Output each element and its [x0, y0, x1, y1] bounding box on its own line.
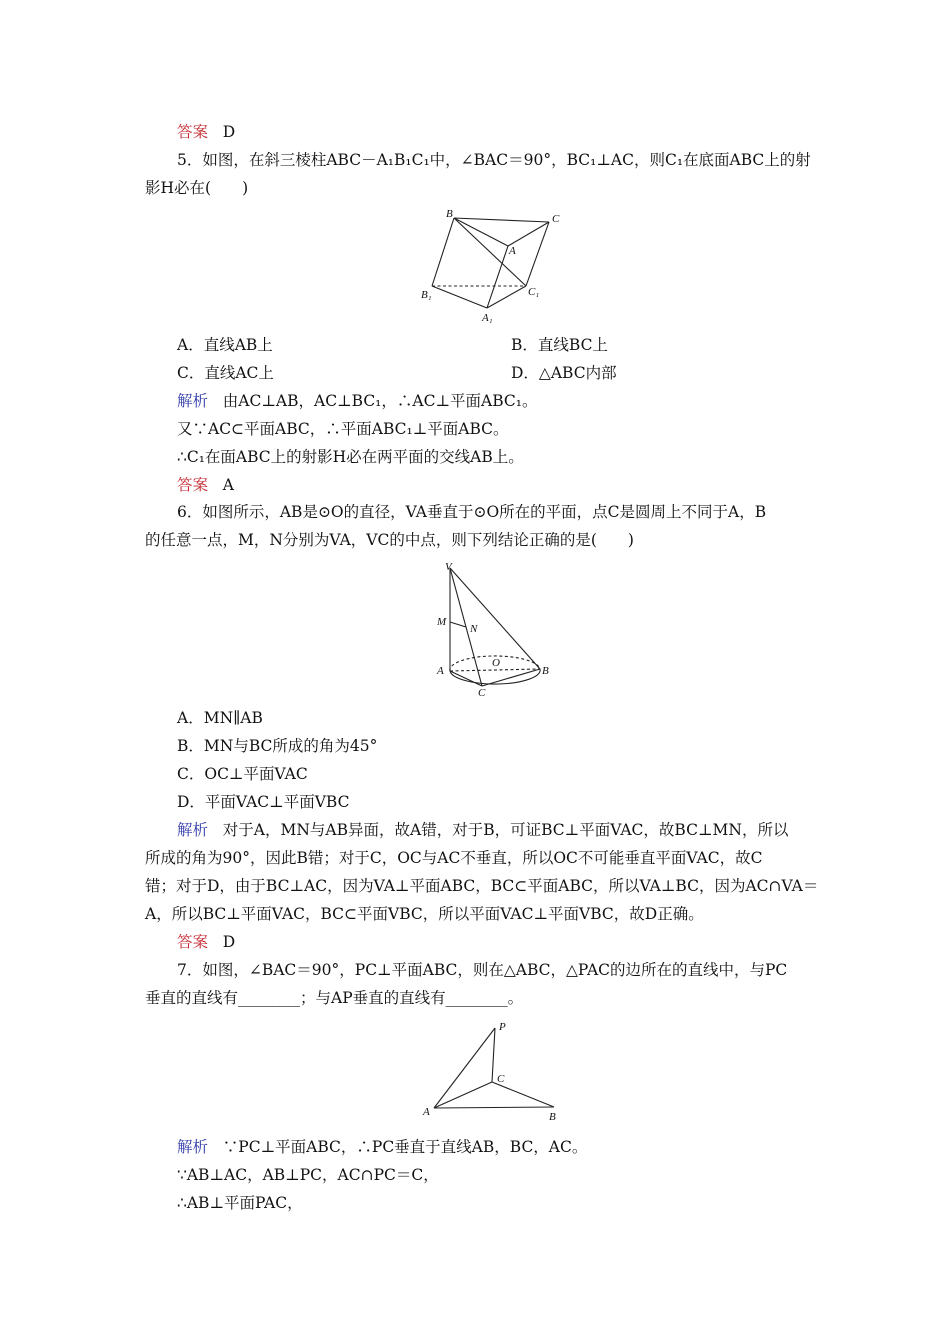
q6-option-d: D．平面VAC⊥平面VBC	[177, 793, 350, 811]
q4-answer-label: 答案	[177, 123, 209, 141]
q6-analysis-line1	[177, 820, 788, 840]
q5-label-A: A	[509, 245, 516, 257]
q5-analysis-label: 解析	[177, 392, 209, 410]
q6-analysis-label: 解析	[177, 821, 209, 839]
q5-option-c: C．直线AC上	[177, 364, 274, 382]
q7-stem-line1: 7．如图，∠BAC＝90°，PC⊥平面ABC，则在△ABC，△PAC的边所在的直线中，与PC	[177, 961, 788, 979]
q7-stem-line2: 垂直的直线有________；与AP垂直的直线有________。	[145, 989, 524, 1007]
q5-label-A1: A₁	[482, 312, 493, 324]
q7-analysis-line2: ∵AB⊥AC，AB⊥PC，AC∩PC＝C，	[177, 1166, 439, 1184]
q7-label-P: P	[499, 1021, 506, 1033]
q7-label-A: A	[423, 1106, 430, 1118]
q5-option-d: D．△ABC内部	[511, 364, 617, 382]
q6-label-C: C	[478, 687, 486, 698]
q4-answer	[177, 122, 235, 142]
q5-stem-line2: 影H必在( )	[145, 179, 249, 197]
q7-analysis-label: 解析	[177, 1138, 209, 1156]
q5-analysis-line3: ∴C₁在面ABC上的射影H必在两平面的交线AB上。	[177, 448, 524, 466]
q6-option-b: B．MN与BC所成的角为45°	[177, 737, 378, 755]
q6-answer	[177, 932, 235, 952]
q7-analysis-line3: ∴AB⊥平面PAC，	[177, 1194, 303, 1212]
q6-stem-line1: 6．如图所示，AB是⊙O的直径，VA垂直于⊙O所在的平面，点C是圆周上不同于A，B	[177, 503, 767, 521]
q5-label-C1: C₁	[528, 286, 540, 298]
q6-answer-value: D	[222, 933, 236, 951]
q5-label-B1: B₁	[421, 289, 432, 301]
q4-answer-value: D	[222, 123, 236, 141]
q5-stem-line1: 5．如图，在斜三棱柱ABC－A₁B₁C₁中，∠BAC＝90°，BC₁⊥AC，则C₁在底面ABC上的射	[177, 151, 811, 169]
q6-analysis-text1: 对于A，MN与AB异面，故A错，对于B，可证BC⊥平面VAC，故BC⊥MN，所以	[222, 821, 789, 839]
q5-answer-value: A	[222, 476, 234, 494]
q5-option-a: A．直线AB上	[177, 336, 273, 354]
q6-option-a: A．MN∥AB	[177, 709, 263, 727]
q5-answer	[177, 475, 234, 495]
q6-stem-line2: 的任意一点，M，N分别为VA，VC的中点，则下列结论正确的是( )	[145, 531, 634, 549]
q6-analysis-line3: 错；对于D，由于BC⊥AC，因为VA⊥平面ABC，BC⊂平面ABC，所以VA⊥BC，因为AC∩VA＝	[145, 877, 819, 895]
q6-label-V: V	[445, 561, 452, 573]
q5-label-C: C	[552, 213, 560, 225]
q7-figure-tetrahedron	[418, 1018, 568, 1128]
q6-label-A: A	[437, 665, 444, 677]
q7-analysis-line1	[177, 1137, 587, 1157]
q5-option-b: B．直线BC上	[511, 336, 608, 354]
q6-analysis-line4: A，所以BC⊥平面VAC，BC⊂平面VBC，所以平面VAC⊥平面VBC，故D正确。	[145, 905, 704, 923]
q6-label-N: N	[470, 623, 478, 635]
q5-label-B: B	[446, 208, 453, 220]
q6-label-M: M	[437, 616, 447, 628]
q6-label-O: O	[492, 657, 500, 669]
q7-analysis-text1: ∵PC⊥平面ABC，∴PC垂直于直线AB，BC，AC。	[222, 1138, 588, 1156]
q5-answer-label: 答案	[177, 476, 209, 494]
q7-label-C: C	[497, 1073, 505, 1085]
q5-analysis-line2: 又∵AC⊂平面ABC，∴平面ABC₁⊥平面ABC。	[177, 420, 509, 438]
q6-label-B: B	[542, 665, 549, 677]
q6-figure-cone	[428, 558, 558, 698]
q6-analysis-line2: 所成的角为90°，因此B错；对于C，OC与AC不垂直，所以OC不可能垂直平面VAC，故C	[145, 849, 763, 867]
q6-answer-label: 答案	[177, 933, 209, 951]
q5-figure-prism	[418, 206, 568, 326]
q7-label-B: B	[549, 1111, 556, 1123]
q5-analysis-text1: 由AC⊥AB，AC⊥BC₁，∴AC⊥平面ABC₁。	[222, 392, 538, 410]
q5-analysis-line1	[177, 391, 537, 411]
q6-option-c: C．OC⊥平面VAC	[177, 765, 308, 783]
